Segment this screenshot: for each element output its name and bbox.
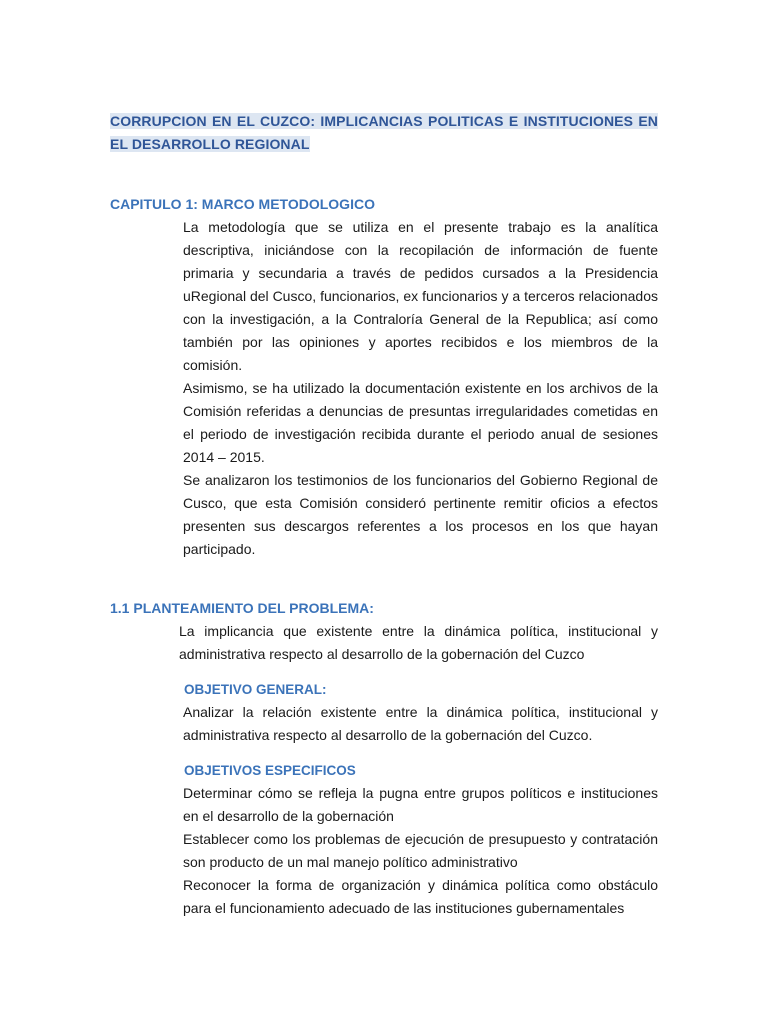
objetivo-general-heading: OBJETIVO GENERAL: (184, 682, 327, 697)
objetivo-general-paragraph: Analizar la relación existente entre la dinámica política, institucional y administrativa respecto al desarrollo de la gobernación del Cuzco. (183, 704, 658, 743)
objetivo-general-body (183, 701, 658, 747)
chapter1-paragraph: La metodología que se utiliza en el presente trabajo es la analítica descriptiva, iniciándose con la recopilación de información de fuente primaria y secundaria a través de pedidos cursados a la Presidencia uRegional del Cusco, funcionarios, ex funcionarios y a terceros relacionados con la investigación, a la Contraloría General de la Republica; así como también por las opiniones y aportes recibidos e los miembros de la comisión. (183, 219, 658, 373)
objetivos-especificos-body (183, 782, 658, 920)
objetivo-especifico-item: Establecer como los problemas de ejecución de presupuesto y contratación son producto de un mal manejo político administrativo (183, 831, 658, 870)
document-title (110, 110, 658, 156)
section-1-1-paragraph: La implicancia que existente entre la dinámica política, institucional y administrativa respecto al desarrollo de la gobernación del Cuzco (179, 623, 658, 662)
chapter1-heading: CAPITULO 1: MARCO METODOLOGICO (110, 196, 375, 212)
document-title-text: CORRUPCION EN EL CUZCO: IMPLICANCIAS POLITICAS E INSTITUCIONES EN EL DESARROLLO REGIONAL (110, 113, 658, 152)
chapter1-body (183, 216, 658, 561)
section-1-1-body (179, 620, 658, 666)
section-1-1-heading: 1.1 PLANTEAMIENTO DEL PROBLEMA: (110, 600, 374, 616)
objetivos-especificos-heading: OBJETIVOS ESPECIFICOS (184, 763, 356, 778)
chapter1-paragraph: Se analizaron los testimonios de los funcionarios del Gobierno Regional de Cusco, que esta Comisión consideró pertinente remitir oficios a efectos presenten sus descargos referentes a los procesos en los que hayan participado. (183, 472, 658, 557)
chapter1-paragraph: Asimismo, se ha utilizado la documentación existente en los archivos de la Comisión referidas a denuncias de presuntas irregularidades cometidas en el periodo de investigación recibida durante el periodo anual de sesiones 2014 – 2015. (183, 380, 658, 465)
objetivo-especifico-item: Determinar cómo se refleja la pugna entre grupos políticos e instituciones en el desarrollo de la gobernación (183, 785, 658, 824)
objetivo-especifico-item: Reconocer la forma de organización y dinámica política como obstáculo para el funcionamiento adecuado de las instituciones gubernamentales (183, 877, 658, 916)
